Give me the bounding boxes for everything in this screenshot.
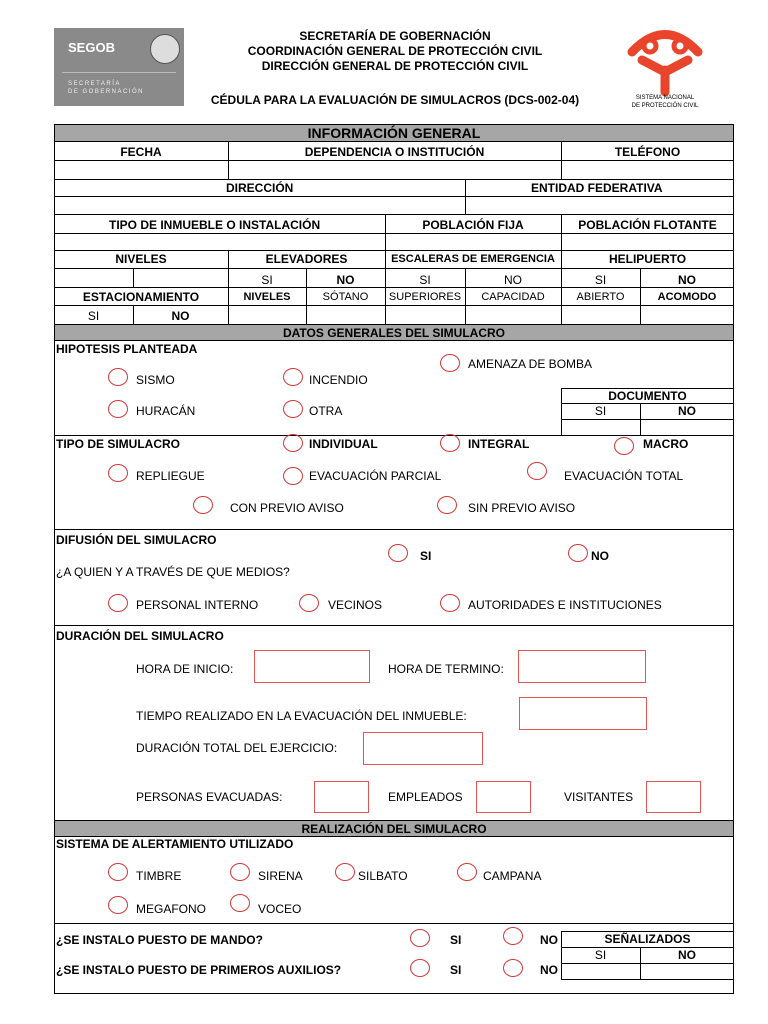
integral-label: INTEGRAL [468, 437, 530, 451]
vecinos-radio[interactable] [299, 594, 319, 612]
elevadores-label: ELEVADORES [265, 252, 348, 266]
difusion-label: DIFUSIÓN DEL SIMULACRO [56, 533, 217, 547]
silbato-radio[interactable] [335, 863, 355, 881]
senalizados-label: SEÑALIZADOS [604, 932, 691, 946]
macro-radio[interactable] [614, 437, 634, 455]
estacionamiento-no: NO [171, 309, 190, 323]
niveles-label: NIVELES [115, 252, 167, 266]
tipo-simulacro-label: TIPO DE SIMULACRO [56, 437, 181, 451]
sistema-label: SISTEMA DE ALERTAMIENTO UTILIZADO [56, 837, 294, 851]
header-line-1: SECRETARÍA DE GOBERNACIÓN [299, 29, 491, 43]
evac-parcial-label: EVACUACIÓN PARCIAL [309, 469, 442, 483]
elevadores-no: NO [336, 273, 355, 287]
helipuerto-no: NO [678, 273, 696, 287]
segob-divider [62, 72, 176, 73]
difusion-si-label: SI [420, 549, 432, 563]
difusion-si-radio[interactable] [388, 544, 408, 562]
realizacion-band: REALIZACIÓN DEL SIMULACRO [54, 820, 734, 837]
personas-input[interactable] [314, 781, 369, 813]
escaleras-si: SI [419, 273, 431, 287]
duracion-label: DURACIÓN DEL SIMULACRO [56, 629, 224, 643]
sin-previo-radio[interactable] [437, 496, 457, 514]
escaleras-no: NO [504, 273, 522, 287]
empleados-label: EMPLEADOS [388, 790, 463, 804]
documento-no: NO [678, 404, 696, 418]
mando-si-label: SI [450, 933, 462, 947]
tiempo-label: TIEMPO REALIZADO EN LA EVACUACIÓN DEL INMUEBLE: [136, 709, 467, 723]
poblacion-fija-label: POBLACIÓN FIJA [422, 218, 524, 232]
aux-si-radio[interactable] [410, 959, 430, 977]
huracan-label: HURACÁN [136, 404, 196, 418]
individual-label: INDIVIDUAL [309, 437, 378, 451]
sismo-radio[interactable] [108, 368, 128, 386]
evac-total-label: EVACUACIÓN TOTAL [564, 469, 684, 483]
duracion-total-label: DURACIÓN TOTAL DEL EJERCICIO: [136, 741, 338, 755]
visitantes-label: VISITANTES [564, 790, 634, 804]
helipuerto-label: HELIPUERTO [608, 252, 687, 266]
empleados-input[interactable] [476, 781, 531, 813]
segob-logo [54, 28, 184, 106]
incendio-radio[interactable] [283, 368, 303, 386]
direccion-label: DIRECCIÓN [226, 181, 294, 195]
est-niveles-label: NIVELES [243, 291, 291, 303]
evac-total-radio[interactable] [527, 462, 547, 480]
general-info-band: INFORMACIÓN GENERAL [54, 124, 734, 142]
macro-label: MACRO [643, 437, 689, 451]
timbre-radio[interactable] [108, 863, 128, 881]
autoridades-label: AUTORIDADES E INSTITUCIONES [468, 598, 662, 612]
telefono-label: TELÉFONO [614, 145, 681, 159]
personas-label: PERSONAS EVACUADAS: [136, 790, 283, 804]
sin-previo-label: SIN PREVIO AVISO [468, 501, 576, 515]
fecha-label: FECHA [120, 145, 162, 159]
superiores-label: SUPERIORES [388, 291, 462, 303]
visitantes-input[interactable] [646, 781, 701, 813]
senalizados-no: NO [678, 948, 696, 962]
header-line-3: DIRECCIÓN GENERAL DE PROTECCIÓN CIVIL [261, 59, 529, 73]
megafono-label: MEGAFONO [136, 902, 207, 916]
amenaza-label: AMENAZA DE BOMBA [468, 357, 593, 371]
evac-parcial-radio[interactable] [283, 467, 303, 485]
autoridades-radio[interactable] [440, 594, 460, 612]
duracion-total-input[interactable] [363, 732, 483, 765]
voceo-radio[interactable] [230, 894, 250, 912]
primeros-aux-label: ¿SE INSTALO PUESTO DE PRIMEROS AUXILIOS? [56, 963, 342, 977]
campana-radio[interactable] [457, 863, 477, 881]
repliegue-radio[interactable] [108, 464, 128, 482]
difusion-no-radio[interactable] [568, 544, 588, 562]
voceo-label: VOCEO [258, 902, 302, 916]
form-title: CÉDULA PARA LA EVALUACIÓN DE SIMULACROS (DCS-002-04) [210, 93, 580, 107]
sotano-label: SÓTANO [322, 291, 369, 303]
dependencia-label: DEPENDENCIA O INSTITUCIÓN [304, 145, 485, 159]
con-previo-label: CON PREVIO AVISO [230, 501, 344, 515]
timbre-label: TIMBRE [136, 869, 182, 883]
individual-radio[interactable] [283, 434, 303, 452]
hipotesis-label: HIPOTESIS PLANTEADA [56, 342, 198, 356]
puesto-mando-label: ¿SE INSTALO PUESTO DE MANDO? [56, 933, 263, 947]
hora-termino-label: HORA DE TERMINO: [388, 662, 504, 676]
tipo-inmueble-label: TIPO DE INMUEBLE O INSTALACIÓN [109, 218, 321, 232]
hora-inicio-label: HORA DE INICIO: [136, 662, 234, 676]
difusion-no-label: NO [591, 549, 609, 563]
documento-label: DOCUMENTO [608, 389, 687, 403]
hora-inicio-input[interactable] [254, 650, 370, 683]
entidad-label: ENTIDAD FEDERATIVA [531, 181, 663, 195]
sirena-label: SIRENA [258, 869, 303, 883]
sinaproc-logo-icon [620, 22, 710, 102]
vecinos-label: VECINOS [328, 598, 383, 612]
poblacion-flotante-label: POBLACIÓN FLOTANTE [578, 218, 717, 232]
con-previo-radio[interactable] [193, 496, 213, 514]
aux-no-label: NO [540, 963, 558, 977]
personal-label: PERSONAL INTERNO [136, 598, 259, 612]
national-seal-icon [150, 34, 180, 64]
otra-label: OTRA [309, 404, 343, 418]
amenaza-radio[interactable] [440, 354, 460, 372]
senalizados-si: SI [594, 948, 607, 962]
otra-radio[interactable] [283, 400, 303, 418]
mando-si-radio[interactable] [410, 929, 430, 947]
huracan-radio[interactable] [108, 400, 128, 418]
datos-band: DATOS GENERALES DEL SIMULACRO [54, 324, 734, 341]
silbato-label: SILBATO [358, 869, 408, 883]
mando-no-radio[interactable] [503, 927, 523, 945]
aux-no-radio[interactable] [503, 959, 523, 977]
quien-label: ¿A QUIEN Y A TRAVÉS DE QUE MEDIOS? [56, 565, 290, 579]
aux-si-label: SI [450, 963, 462, 977]
integral-radio[interactable] [440, 434, 460, 452]
campana-label: CAMPANA [483, 869, 542, 883]
sirena-radio[interactable] [230, 863, 250, 881]
hora-termino-input[interactable] [518, 650, 646, 683]
personal-radio[interactable] [108, 594, 128, 612]
helipuerto-si: SI [594, 273, 607, 287]
sinaproc-text: SISTEMA NACIONAL DE PROTECCIÓN CIVIL [631, 95, 699, 109]
repliegue-label: REPLIEGUE [136, 469, 205, 483]
estacionamiento-si: SI [87, 309, 100, 323]
sismo-label: SISMO [136, 373, 175, 387]
elevadores-si: SI [261, 273, 273, 287]
mando-no-label: NO [540, 933, 558, 947]
capacidad-label: CAPACIDAD [481, 291, 545, 303]
tiempo-input[interactable] [519, 697, 647, 730]
megafono-radio[interactable] [108, 896, 128, 914]
segob-sub-text: SECRETARÍA DE GOBERNACIÓN [68, 81, 145, 95]
acomodo-label: ACOMODO [657, 291, 717, 303]
incendio-label: INCENDIO [309, 373, 368, 387]
abierto-label: ABIERTO [576, 291, 625, 303]
escaleras-label: ESCALERAS DE EMERGENCIA [391, 253, 555, 265]
segob-logo-text: SEGOB [68, 40, 115, 55]
documento-si: SI [594, 404, 607, 418]
header-line-2: COORDINACIÓN GENERAL DE PROTECCIÓN CIVIL [247, 44, 543, 58]
estacionamiento-label: ESTACIONAMIENTO [82, 290, 200, 304]
